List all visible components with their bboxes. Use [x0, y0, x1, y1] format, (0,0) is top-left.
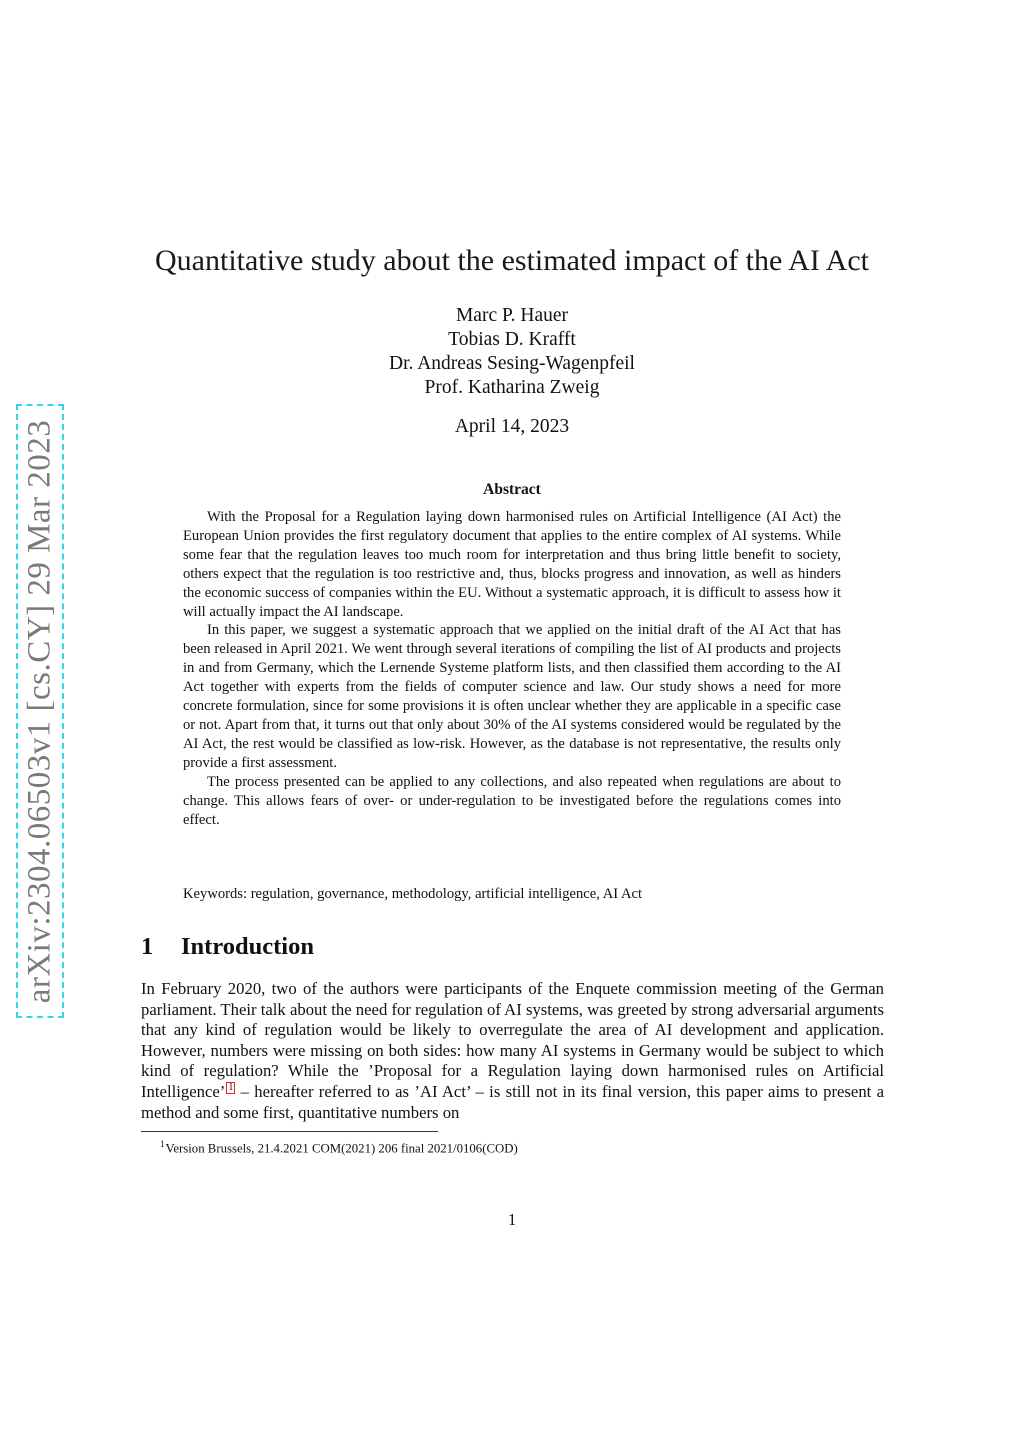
- author-list: [0, 304, 1024, 400]
- author-name: Prof. Katharina Zweig: [424, 377, 600, 398]
- section-heading: [141, 933, 314, 961]
- arxiv-stamp-text: arXiv:2304.06503v1 [cs.CY] 29 Mar 2023: [21, 419, 58, 1003]
- abstract-paragraph: In this paper, we suggest a systematic approach that we applied on the initial draft of the AI Act that has been released in April 2021. We went through several iterations of compiling the list of AI products and projects in and from Germany, which the Lernende Systeme platform lists, and then classified them according to the AI Act together with experts from the fields of computer science and law. Our study shows a need for more concrete formulation, since for some provisions it is often unclear whether they are applicable in a specific case or not. Apart from that, it turns out that only about 30% of the AI systems considered would be regulated by the AI Act, the rest would be classified as low-risk. However, as the database is not representative, the results only provide a first assessment.: [183, 622, 841, 771]
- introduction-text-continued: – hereafter referred to as ’AI Act’ – is still not in its final version, this paper aims to present a method and some first, quantitative numbers on: [141, 1081, 884, 1122]
- paper-date: April 14, 2023: [454, 416, 570, 437]
- abstract-paragraph: With the Proposal for a Regulation laying down harmonised rules on Artificial Intelligence (AI Act) the European Union provides the first regulatory document that applies to the entire complex of AI systems. While some fear that the regulation leaves too much room for interpretation and thus bring little benefit to society, others expect that the regulation is too restrictive and, thus, blocks progress and innovation, as well as hinders the economic success of companies within the EU. Without a systematic approach, it is difficult to assess how it will actually impact the AI landscape.: [183, 509, 841, 620]
- introduction-paragraph: [141, 979, 884, 1123]
- abstract-heading: Abstract: [483, 481, 541, 498]
- author-name: Dr. Andreas Sesing-Wagenpfeil: [389, 353, 635, 374]
- paper-title: Quantitative study about the estimated impact of the AI Act: [155, 244, 869, 277]
- footnote-ref-link[interactable]: 1: [228, 1082, 234, 1094]
- author-name: Tobias D. Krafft: [448, 329, 576, 350]
- page-number: 1: [507, 1210, 517, 1229]
- footnote-marker: 1: [160, 1139, 165, 1149]
- abstract-body: [183, 508, 841, 829]
- footnote: [160, 1136, 518, 1156]
- footnote-divider: [141, 1131, 438, 1132]
- abstract-paragraph: The process presented can be applied to any collections, and also repeated when regulations are about to change. This allows fears of over- or under-regulation to be investigated before the regulations comes into effect.: [183, 773, 841, 828]
- section-title: Introduction: [181, 933, 314, 960]
- keywords: Keywords: regulation, governance, methodology, artificial intelligence, AI Act: [183, 886, 643, 902]
- section-number: 1: [141, 933, 154, 960]
- author-name: Marc P. Hauer: [455, 305, 569, 326]
- footnote-text: Version Brussels, 21.4.2021 COM(2021) 206 final 2021/0106(COD): [165, 1141, 518, 1156]
- introduction-text: In February 2020, two of the authors were participants of the Enquete commission meeting of the German parliament. Their talk about the need for regulation of AI systems, was greeted by strong adversarial arguments that any kind of regulation would be likely to overregulate the area of AI development and application. However, numbers were missing on both sides: how many AI systems in Germany would be subject to which kind of regulation? While the ’Proposal for a Regulation laying down harmonised rules on Artificial Intelligence’: [141, 979, 884, 1101]
